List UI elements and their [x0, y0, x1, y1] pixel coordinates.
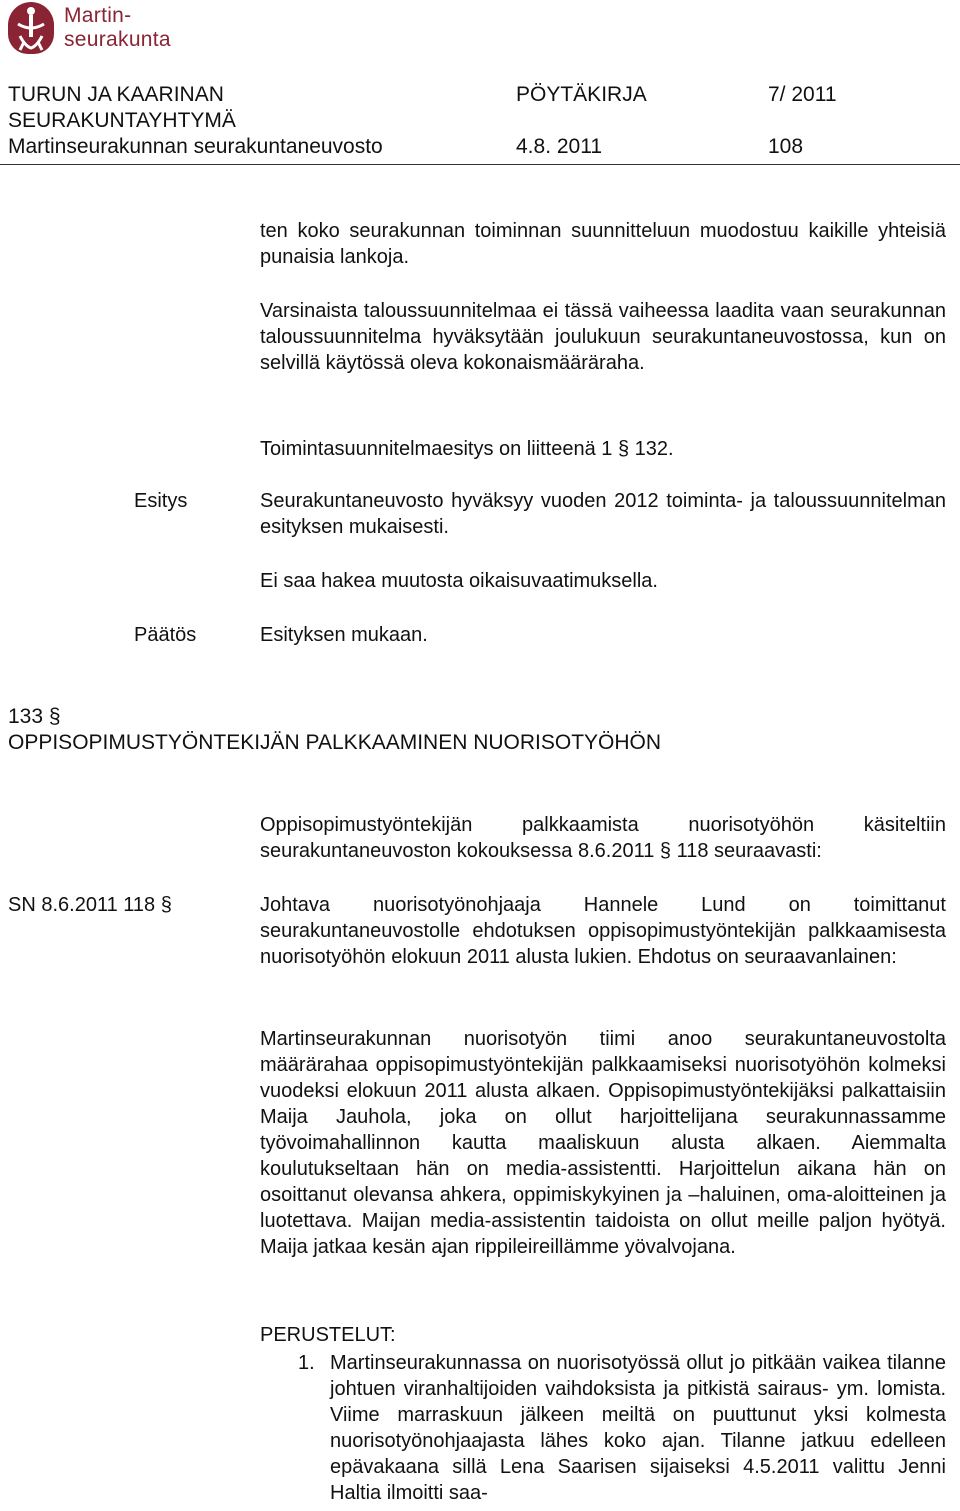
- esitys-label: Esitys: [134, 490, 188, 512]
- header-org-line2: SEURAKUNTAYHTYMÄ: [8, 109, 236, 132]
- appeal-notice: Ei saa hakea muutosta oikaisuvaatimuksella.: [260, 570, 658, 592]
- header-divider: [0, 164, 960, 165]
- proposal-text: Martinseurakunnan nuorisotyön tiimi anoo seurakuntaneuvostolta määrärahaa oppisopimustyöntekijän palkkaamiseksi nuorisotyöhön kolmeksi vuodeksi elokuun 2011 alusta alkaen. Oppisopimustyöntekijäksi palkattaisiin Maija Jauhola, joka on ollut harjoittelijana seurakunnassamme työvoimahallinnon kautta maaliskuun alusta alkaen. Aiemmalta koulutukseltaan hän on media-assistentti. Harjoittelun aikana hän on osoittanut olevansa ahkera, oppimiskykyinen ja –haluinen, oma-aloitteinen ja luotettava. Maijan media-assistentin taidoista on ollut meille paljon hyötyä. Maija jatkaa kesän ajan rippileireillämme yövalvojana.: [260, 1028, 946, 1258]
- paragraph-attachment: Toimintasuunnitelmaesitys on liitteenä 1 § 132.: [260, 438, 674, 460]
- header-council: Martinseurakunnan seurakuntaneuvosto: [8, 135, 383, 158]
- sn-text: Johtava nuorisotyönohjaaja Hannele Lund on toimittanut seurakuntaneuvostolle ehdotuksen oppisopimustyöntekijän palkkaamisesta nuorisotyöhön elokuun 2011 alusta lukien. Ehdotus on seuraavanlainen:: [260, 894, 946, 968]
- parish-logo: [6, 2, 186, 54]
- esitys-text: Seurakuntaneuvosto hyväksyy vuoden 2012 toiminta- ja taloussuunnitelman esityksen mukaisesti.: [260, 490, 946, 538]
- paragraph-budget: Varsinaista taloussuunnitelmaa ei tässä vaiheessa laadita vaan seurakunnan taloussuunnitelma hyväksytään joulukuun seurakuntaneuvostossa, kun on selvillä käytössä oleva kokonaismääräraha.: [260, 300, 946, 374]
- section-number: 133 §: [8, 705, 61, 728]
- header-page-number: 108: [768, 135, 804, 158]
- sn-reference-label: SN 8.6.2011 118 §: [8, 894, 172, 916]
- header-doc-type: PÖYTÄKIRJA: [516, 83, 647, 106]
- paatos-text: Esityksen mukaan.: [260, 624, 428, 646]
- section-title: OPPISOPIMUSTYÖNTEKIJÄN PALKKAAMINEN NUORISOTYÖHÖN: [8, 731, 662, 754]
- list-item-text: Martinseurakunnassa on nuorisotyössä ollut jo pitkään vaikea tilanne johtuen viranhaltijoiden vaihdoksista ja pitkistä sairaus- ym. lomista. Viime marraskuun jälkeen meiltä on puuttunut yksi kolmesta nuorisotyönohjaajasta lähes koko ajan. Tilanne jatkuu edelleen epävakaana sillä Lena Saarisen sijaiseksi 4.5.2011 valittu Jenni Haltia ilmoitti saa-: [330, 1352, 946, 1504]
- section-intro: Oppisopimustyöntekijän palkkaamista nuorisotyöhön käsiteltiin seurakuntaneuvoston kokouksessa 8.6.2011 § 118 seuraavasti:: [260, 814, 946, 862]
- logo-wordmark: Martin- seurakunta: [64, 4, 171, 51]
- header-issue: 7/ 2011: [768, 83, 837, 106]
- header-org-line1: TURUN JA KAARINAN: [8, 83, 224, 106]
- perustelut-heading: PERUSTELUT:: [260, 1324, 396, 1346]
- parish-emblem-icon: [8, 2, 54, 54]
- header-date: 4.8. 2011: [516, 135, 603, 158]
- paragraph-continued: ten koko seurakunnan toiminnan suunnitteluun muodostuu kaikille yhteisiä punaisia lankoja.: [260, 220, 946, 268]
- paatos-label: Päätös: [134, 624, 197, 646]
- list-item-number: 1.: [298, 1352, 315, 1374]
